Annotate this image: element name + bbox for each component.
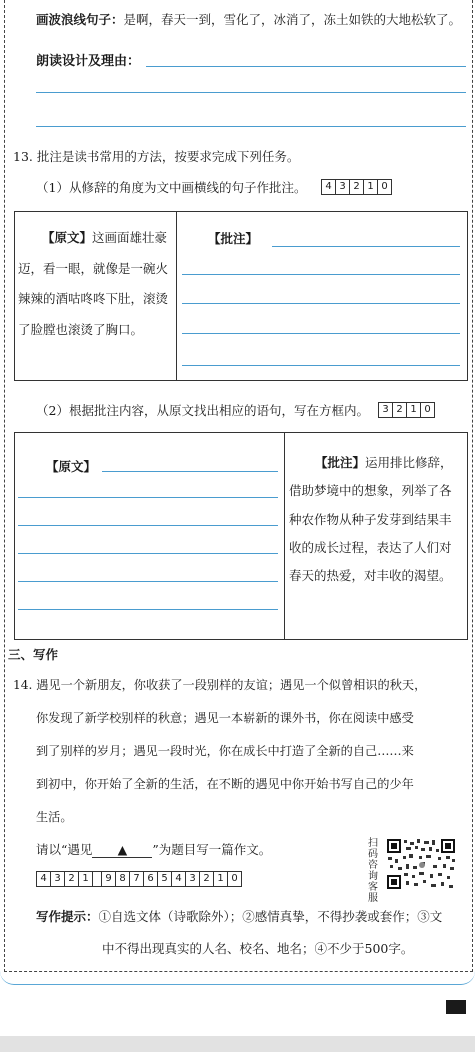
- original-text: 这画面雄壮豪迈，看一眼，就像是一碗火辣辣的酒咕咚咚下肚，滚烫了脸膛也滚烫了胸口。: [18, 230, 169, 337]
- answer-line[interactable]: [146, 66, 466, 67]
- answer-line[interactable]: [18, 497, 278, 498]
- dashed-border-left: [4, 0, 5, 972]
- wave-sentence: 是啊，春天一到，雪化了，冰消了，冻土如铁的大地松软了。: [123, 12, 462, 27]
- q14-line: 到了别样的岁月；遇见一段时光，你在成长中打造了全新的自己……来: [36, 744, 414, 758]
- dashed-border-right: [472, 0, 473, 972]
- title-blank[interactable]: [92, 842, 152, 858]
- score-cell[interactable]: 1: [213, 872, 227, 886]
- score-cell[interactable]: 3: [335, 180, 349, 194]
- writing-tips-line1: [36, 907, 442, 925]
- instruction-prefix: 请以“遇见: [36, 842, 93, 857]
- qr-caption: [368, 838, 380, 904]
- qr-caption-char: 询: [368, 871, 378, 882]
- score-boxes: [36, 871, 242, 887]
- q14-line: 到初中，你开始了全新的生活，在不断的遇见中你开始书写自己的少年: [36, 777, 414, 791]
- q13-part1-prompt: （1）从修辞的角度为文中画横线的句子作批注。: [36, 180, 307, 195]
- original-label: 【原文】: [46, 459, 97, 474]
- score-cell[interactable]: 2: [349, 180, 363, 194]
- score-cell[interactable]: 0: [377, 180, 391, 194]
- answer-line[interactable]: [102, 471, 278, 472]
- note-label: 【批注】: [208, 231, 259, 246]
- answer-line[interactable]: [182, 365, 460, 366]
- score-cell[interactable]: 4: [325, 181, 332, 192]
- answer-line[interactable]: [182, 333, 460, 334]
- footer-band: [0, 1036, 475, 1052]
- note-text: 运用排比修辞，借助梦境中的想象，列举了各种农作物从种子发芽到结果丰收的成长过程，表达了人们对春天的热爱，对丰收的渴望。: [289, 455, 453, 584]
- section-title: 三、写作: [8, 647, 59, 662]
- q14-line: 你发现了新学校别样的秋意；遇见一本崭新的课外书，你在阅读中感受: [36, 711, 414, 725]
- instruction-suffix: ”为题目写一篇作文。: [152, 842, 272, 857]
- score-cell[interactable]: 2: [392, 403, 406, 417]
- wave-line-row: [36, 10, 461, 28]
- answer-line[interactable]: [18, 609, 278, 610]
- qr-caption-char: 服: [368, 893, 378, 904]
- answer-line[interactable]: [18, 553, 278, 554]
- tips-text: ①自选文体（诗歌除外）；②感情真挚，不得抄袭或套作；③文: [98, 909, 443, 924]
- note-cell-2: [289, 449, 463, 590]
- score-cell[interactable]: 3: [382, 404, 389, 415]
- score-cell[interactable]: 5: [157, 872, 171, 886]
- q13-title: 13. 批注是读书常用的方法，按要求完成下列任务。: [13, 149, 300, 164]
- qr-code[interactable]: [386, 838, 456, 890]
- answer-line[interactable]: [18, 525, 278, 526]
- decorative-arc: [0, 960, 475, 985]
- score-cell[interactable]: [92, 872, 101, 886]
- answer-line[interactable]: [36, 126, 466, 127]
- score-cell[interactable]: 0: [420, 403, 434, 417]
- q14-line: 14. 遇见一个新朋友，你收获了一段别样的友谊；遇见一个似曾相识的秋天，: [13, 678, 427, 692]
- wave-label: 画波浪线句子：: [36, 12, 124, 27]
- score-cell[interactable]: 4: [40, 873, 47, 884]
- note-label: 【批注】: [315, 455, 366, 470]
- qr-caption-char: 客: [368, 882, 378, 893]
- score-cell[interactable]: 1: [78, 872, 92, 886]
- q14-instruction: [36, 840, 271, 858]
- score-cell[interactable]: 9: [101, 872, 115, 886]
- original-cell-1: [18, 223, 172, 345]
- q14-line: 生活。: [36, 810, 73, 824]
- qr-caption-char: 扫: [368, 838, 378, 849]
- qr-caption-char: 码: [368, 849, 378, 860]
- answer-line[interactable]: [182, 274, 460, 275]
- score-cell[interactable]: 1: [363, 180, 377, 194]
- score-cell[interactable]: 2: [64, 872, 78, 886]
- answer-line[interactable]: [182, 303, 460, 304]
- qr-caption-char: 咨: [368, 860, 378, 871]
- title-marker: ▲: [117, 842, 128, 857]
- score-cell[interactable]: 7: [129, 872, 143, 886]
- original-label: 【原文】: [42, 230, 93, 245]
- score-cell[interactable]: 3: [50, 872, 64, 886]
- score-boxes: [321, 179, 392, 195]
- score-cell[interactable]: 3: [185, 872, 199, 886]
- answer-line[interactable]: [36, 92, 466, 93]
- score-boxes: [378, 402, 435, 418]
- table-divider: [284, 432, 285, 639]
- score-cell[interactable]: 1: [406, 403, 420, 417]
- writing-tips-line2: 中不得出现真实的人名、校名、地名；④不少于500字。: [102, 941, 414, 956]
- tips-label: 写作提示：: [36, 909, 99, 924]
- q13-part2-prompt: （2）根据批注内容，从原文找出相应的语句，写在方框内。: [36, 403, 369, 418]
- table-divider: [176, 211, 177, 380]
- score-cell[interactable]: 6: [143, 872, 157, 886]
- score-cell[interactable]: 4: [171, 872, 185, 886]
- score-cell[interactable]: 8: [115, 872, 129, 886]
- score-cell[interactable]: 2: [199, 872, 213, 886]
- page-marker: [446, 1000, 466, 1014]
- design-label: 朗读设计及理由：: [36, 54, 141, 69]
- answer-line[interactable]: [18, 581, 278, 582]
- answer-line[interactable]: [272, 246, 460, 247]
- score-cell[interactable]: 0: [227, 872, 241, 886]
